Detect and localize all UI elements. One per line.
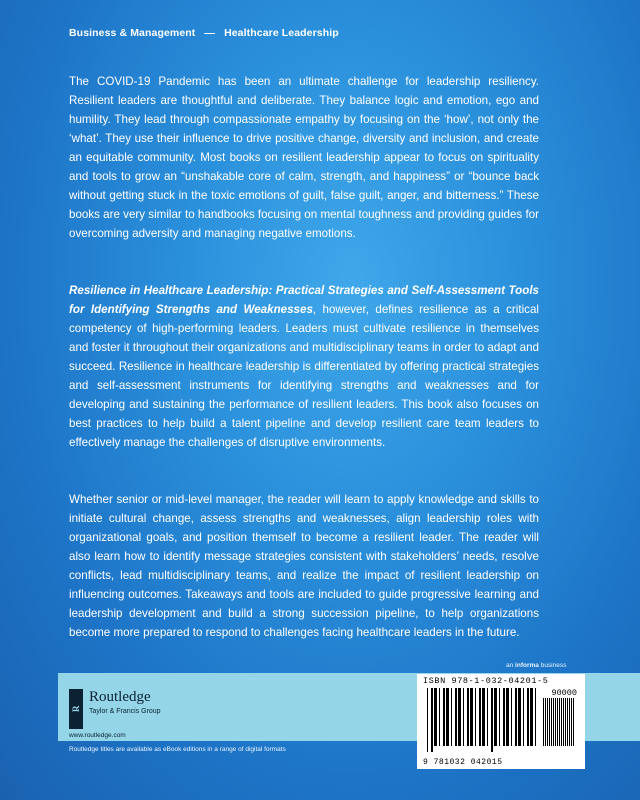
isbn-number: ISBN 978-1-032-04201-5 <box>423 676 549 686</box>
informa-prefix: an <box>506 662 514 669</box>
publisher-logo <box>69 689 249 739</box>
barcode-digits: 9 781032 042015 <box>423 758 503 767</box>
routledge-logo-icon: R <box>69 689 83 729</box>
isbn-barcode <box>417 674 585 769</box>
category-separator: — <box>204 27 216 39</box>
informa-tagline <box>506 662 566 669</box>
blurb-paragraph-3: Whether senior or mid-level manager, the reader will learn to apply knowledge and skills to initiate cultural change, assess strengths and weaknesses, align leadership roles with organizational goals, and position themself to become a resilient leader. The reader will also learn how to identify message strategies consistent with stakeholders’ needs, resolve conflicts, lead multidisciplinary teams, and realize the impact of resilient leadership on influencing outcomes. Takeaways and tools are included to guide progressive learning and leadership development and build a strong succession pipeline, to help organizations become more prepared to respond to challenges facing healthcare leaders in the future. <box>69 493 539 639</box>
category-label: Business & Management <box>69 27 196 39</box>
category-header <box>69 27 339 39</box>
ebook-note: Routledge titles are available as eBook editions in a range of digital formats <box>69 746 286 753</box>
price-code: 90000 <box>551 688 577 698</box>
informa-brand: informa <box>515 662 539 669</box>
publisher-name: Routledge <box>89 689 151 705</box>
publisher-group: Taylor & Francis Group <box>89 708 161 715</box>
informa-suffix: business <box>540 662 567 669</box>
subcategory-label: Healthcare Leadership <box>224 27 339 39</box>
blurb-paragraph-2-text: , however, defines resilience as a critical competency of high-performing leaders. Leaders must cultivate resilience in themselves and foster it throughout their organizations and multidisciplinary teams in order to adapt and succeed. Resilience in healthcare leadership is differentiated by offering practical strategies and self-assessment instruments for identifying strengths and weaknesses and for developing and sustaining the performance of resilient leaders. This book also focuses on best practices to help build a talent pipeline and develop resilient care team leaders to effectively manage the challenges of disruptive environments. <box>69 303 539 449</box>
publisher-url: www.routledge.com <box>69 732 126 739</box>
blurb-paragraph-2 <box>69 281 539 452</box>
barcode-bars-main <box>427 688 539 752</box>
blurb-paragraph-1: The COVID-19 Pandemic has been an ultimate challenge for leadership resiliency. Resilient leaders are thoughtful and deliberate. They balance logic and emotion, ego and humility. They lead through compassionate empathy by focusing on the ‘how’, not only the ‘what’. They use their influence to drive positive change, diversity and inclusion, and create an equitable community. Most books on resilient leadership appear to focus on spirituality and tools to grow an “unshakable core of calm, strength, and happiness” or “bounce back without getting stuck in the toxic emotions of guilt, false guilt, anger, and bitterness.” These books are very similar to handbooks focusing on mental toughness and providing guides for overcoming adversity and managing negative emotions. <box>69 75 539 240</box>
book-title: Resilience in Healthcare Leadership: Practical Strategies and Self-Assessment Tools for Identifying Strengths and Weaknesses <box>69 284 539 316</box>
barcode-bars-addon <box>543 698 577 752</box>
